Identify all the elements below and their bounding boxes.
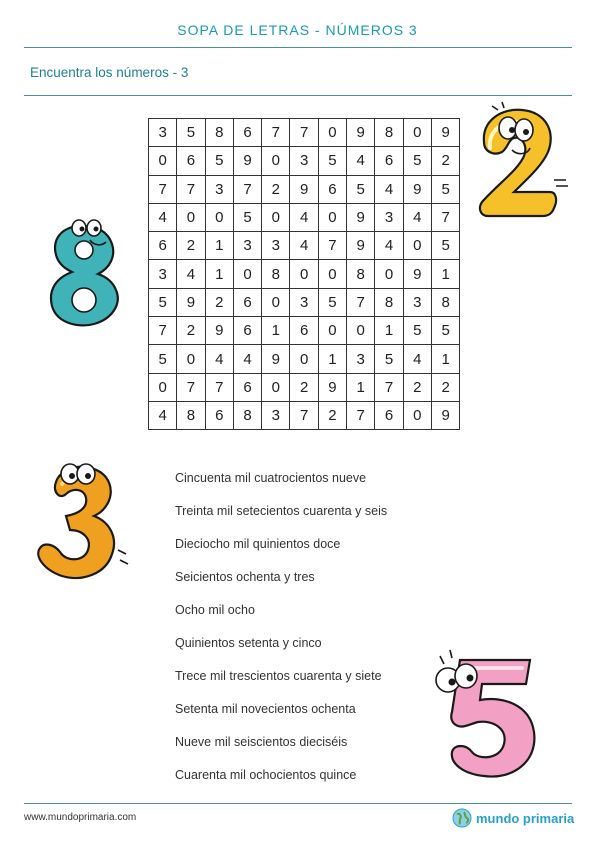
grid-cell[interactable]: 6 xyxy=(177,147,205,175)
grid-cell[interactable]: 0 xyxy=(205,203,233,231)
list-item: Nueve mil seiscientos dieciséis xyxy=(175,735,348,749)
grid-cell[interactable]: 0 xyxy=(149,373,177,401)
grid-row xyxy=(149,119,460,147)
list-item: Cincuenta mil cuatrocientos nueve xyxy=(175,471,367,485)
grid-cell[interactable]: 5 xyxy=(149,345,177,373)
grid-cell[interactable]: 5 xyxy=(205,147,233,175)
grid-cell[interactable]: 7 xyxy=(233,175,261,203)
brand-logo[interactable] xyxy=(452,807,574,829)
grid-cell[interactable]: 6 xyxy=(233,288,261,316)
grid-cell[interactable]: 6 xyxy=(318,175,346,203)
grid-cell[interactable]: 4 xyxy=(403,203,431,231)
grid-cell[interactable]: 4 xyxy=(177,260,205,288)
grid-cell[interactable]: 9 xyxy=(403,260,431,288)
cartoon-number-eight-icon xyxy=(32,212,132,332)
grid-cell[interactable]: 9 xyxy=(431,119,459,147)
grid-cell[interactable]: 7 xyxy=(290,401,318,429)
grid-cell[interactable]: 5 xyxy=(233,203,261,231)
grid-row xyxy=(149,401,460,429)
grid-cell[interactable]: 3 xyxy=(262,401,290,429)
grid-cell[interactable]: 5 xyxy=(375,345,403,373)
grid-cell[interactable]: 0 xyxy=(177,203,205,231)
grid-row xyxy=(149,232,460,260)
grid-cell[interactable]: 9 xyxy=(290,175,318,203)
grid-cell[interactable]: 6 xyxy=(233,119,261,147)
grid-cell[interactable]: 8 xyxy=(375,288,403,316)
grid-row xyxy=(149,203,460,231)
grid-cell[interactable]: 0 xyxy=(375,260,403,288)
grid-cell[interactable]: 4 xyxy=(290,232,318,260)
cartoon-number-five-icon xyxy=(426,640,556,790)
grid-cell[interactable]: 2 xyxy=(318,401,346,429)
grid-cell[interactable]: 0 xyxy=(177,345,205,373)
grid-cell[interactable]: 4 xyxy=(290,203,318,231)
grid-cell[interactable]: 4 xyxy=(149,203,177,231)
grid-cell[interactable]: 6 xyxy=(205,401,233,429)
grid-cell[interactable]: 0 xyxy=(318,317,346,345)
grid-cell[interactable]: 1 xyxy=(431,345,459,373)
grid-cell[interactable]: 0 xyxy=(262,288,290,316)
grid-cell[interactable]: 6 xyxy=(290,317,318,345)
list-item: Dieciocho mil quinientos doce xyxy=(175,537,341,551)
brand-name: mundo primaria xyxy=(476,810,575,826)
grid-cell[interactable]: 7 xyxy=(375,373,403,401)
grid-cell[interactable]: 2 xyxy=(431,147,459,175)
word-search-grid xyxy=(148,118,460,430)
grid-cell[interactable]: 9 xyxy=(205,317,233,345)
subtitle-divider xyxy=(24,95,572,96)
grid-cell[interactable]: 0 xyxy=(318,260,346,288)
grid-cell[interactable]: 8 xyxy=(375,119,403,147)
grid-cell[interactable]: 3 xyxy=(233,232,261,260)
grid-cell[interactable]: 0 xyxy=(403,119,431,147)
grid-row xyxy=(149,288,460,316)
grid-cell[interactable]: 0 xyxy=(403,401,431,429)
grid-cell[interactable]: 8 xyxy=(177,401,205,429)
grid-cell[interactable]: 8 xyxy=(347,260,375,288)
grid-cell[interactable]: 7 xyxy=(262,119,290,147)
grid-cell[interactable]: 9 xyxy=(233,147,261,175)
grid-cell[interactable]: 2 xyxy=(290,373,318,401)
grid-cell[interactable]: 5 xyxy=(431,317,459,345)
grid-cell[interactable]: 6 xyxy=(233,373,261,401)
grid-cell[interactable]: 3 xyxy=(149,260,177,288)
grid-cell[interactable]: 1 xyxy=(318,345,346,373)
list-item: Setenta mil novecientos ochenta xyxy=(175,702,356,716)
grid-cell[interactable]: 3 xyxy=(290,147,318,175)
grid-cell[interactable]: 9 xyxy=(318,373,346,401)
grid-cell[interactable]: 4 xyxy=(205,345,233,373)
grid-cell[interactable]: 0 xyxy=(290,345,318,373)
grid-cell[interactable]: 7 xyxy=(347,288,375,316)
grid-cell[interactable]: 0 xyxy=(262,203,290,231)
grid-cell[interactable]: 8 xyxy=(431,288,459,316)
grid-cell[interactable]: 7 xyxy=(149,317,177,345)
grid-cell[interactable]: 1 xyxy=(262,317,290,345)
word-list xyxy=(175,468,387,798)
grid-cell[interactable]: 4 xyxy=(375,175,403,203)
grid-row xyxy=(149,317,460,345)
grid-cell[interactable]: 7 xyxy=(347,401,375,429)
grid-cell[interactable]: 0 xyxy=(149,147,177,175)
grid-cell[interactable]: 9 xyxy=(347,119,375,147)
grid-cell[interactable]: 4 xyxy=(403,345,431,373)
grid-cell[interactable]: 5 xyxy=(403,317,431,345)
grid-cell[interactable]: 0 xyxy=(347,317,375,345)
grid-cell[interactable]: 6 xyxy=(375,401,403,429)
grid-cell[interactable]: 0 xyxy=(403,232,431,260)
grid-cell[interactable]: 7 xyxy=(205,373,233,401)
grid-cell[interactable]: 2 xyxy=(262,175,290,203)
grid-cell[interactable]: 9 xyxy=(347,232,375,260)
grid-cell[interactable]: 2 xyxy=(177,232,205,260)
grid-cell[interactable]: 5 xyxy=(177,119,205,147)
grid-cell[interactable]: 0 xyxy=(318,119,346,147)
grid-cell[interactable]: 2 xyxy=(177,317,205,345)
grid-cell[interactable]: 1 xyxy=(205,260,233,288)
grid-cell[interactable]: 1 xyxy=(431,260,459,288)
grid-cell[interactable]: 7 xyxy=(177,373,205,401)
grid-cell[interactable]: 9 xyxy=(403,175,431,203)
grid-cell[interactable]: 8 xyxy=(262,260,290,288)
grid-cell[interactable]: 9 xyxy=(262,345,290,373)
grid-cell[interactable]: 2 xyxy=(205,288,233,316)
list-item: Ocho mil ocho xyxy=(175,603,255,617)
grid-cell[interactable]: 3 xyxy=(262,232,290,260)
grid-row xyxy=(149,260,460,288)
list-item: Treinta mil setecientos cuarenta y seis xyxy=(175,504,388,518)
grid-cell[interactable]: 5 xyxy=(318,147,346,175)
instructions: Encuentra los números - 3 xyxy=(30,65,189,80)
cartoon-number-three-icon xyxy=(26,452,136,592)
grid-cell[interactable]: 1 xyxy=(205,232,233,260)
grid-cell[interactable]: 0 xyxy=(262,147,290,175)
grid-cell[interactable]: 7 xyxy=(149,175,177,203)
grid-cell[interactable]: 5 xyxy=(149,288,177,316)
grid-cell[interactable]: 1 xyxy=(347,373,375,401)
grid-cell[interactable]: 6 xyxy=(149,232,177,260)
grid-cell[interactable]: 2 xyxy=(403,373,431,401)
grid-cell[interactable]: 7 xyxy=(290,119,318,147)
page-title: SOPA DE LETRAS - NÚMEROS 3 xyxy=(177,22,418,38)
grid-cell[interactable]: 1 xyxy=(375,317,403,345)
grid-cell[interactable]: 0 xyxy=(290,260,318,288)
footer-url[interactable]: www.mundoprimaria.com xyxy=(24,812,137,823)
grid-cell[interactable]: 3 xyxy=(205,175,233,203)
grid-cell[interactable]: 0 xyxy=(318,203,346,231)
grid-cell[interactable]: 3 xyxy=(375,203,403,231)
list-item: Quinientos setenta y cinco xyxy=(175,636,322,650)
grid-row xyxy=(149,147,460,175)
grid-cell[interactable]: 3 xyxy=(149,119,177,147)
grid-cell[interactable]: 9 xyxy=(347,203,375,231)
list-item: Seicientos ochenta y tres xyxy=(175,570,315,584)
cartoon-number-two-icon xyxy=(462,100,572,230)
grid-cell[interactable]: 7 xyxy=(318,232,346,260)
grid-cell[interactable]: 9 xyxy=(431,401,459,429)
grid-cell[interactable]: 5 xyxy=(431,175,459,203)
grid-row xyxy=(149,373,460,401)
grid-cell[interactable]: 8 xyxy=(205,119,233,147)
title-divider xyxy=(24,47,572,48)
grid-cell[interactable]: 5 xyxy=(347,175,375,203)
globe-logo-icon xyxy=(452,808,472,828)
grid-cell[interactable]: 0 xyxy=(233,260,261,288)
grid-row xyxy=(149,345,460,373)
grid-cell[interactable]: 4 xyxy=(149,401,177,429)
grid-cell[interactable]: 2 xyxy=(431,373,459,401)
grid-cell[interactable]: 4 xyxy=(233,345,261,373)
grid-cell[interactable]: 0 xyxy=(262,373,290,401)
list-item: Trece mil trescientos cuarenta y siete xyxy=(175,669,382,683)
grid-row xyxy=(149,175,460,203)
grid-cell[interactable]: 3 xyxy=(403,288,431,316)
grid-cell[interactable]: 5 xyxy=(403,147,431,175)
grid-cell[interactable]: 5 xyxy=(318,288,346,316)
grid-cell[interactable]: 7 xyxy=(177,175,205,203)
grid-cell[interactable]: 6 xyxy=(233,317,261,345)
footer-divider xyxy=(24,803,572,804)
grid-cell[interactable]: 4 xyxy=(347,147,375,175)
grid-cell[interactable]: 6 xyxy=(375,147,403,175)
grid-cell[interactable]: 9 xyxy=(177,288,205,316)
list-item: Cuarenta mil ochocientos quince xyxy=(175,768,357,782)
grid-cell[interactable]: 8 xyxy=(233,401,261,429)
grid-cell[interactable]: 7 xyxy=(431,203,459,231)
grid-cell[interactable]: 3 xyxy=(290,288,318,316)
grid-cell[interactable]: 5 xyxy=(431,232,459,260)
grid-cell[interactable]: 4 xyxy=(375,232,403,260)
grid-cell[interactable]: 3 xyxy=(347,345,375,373)
